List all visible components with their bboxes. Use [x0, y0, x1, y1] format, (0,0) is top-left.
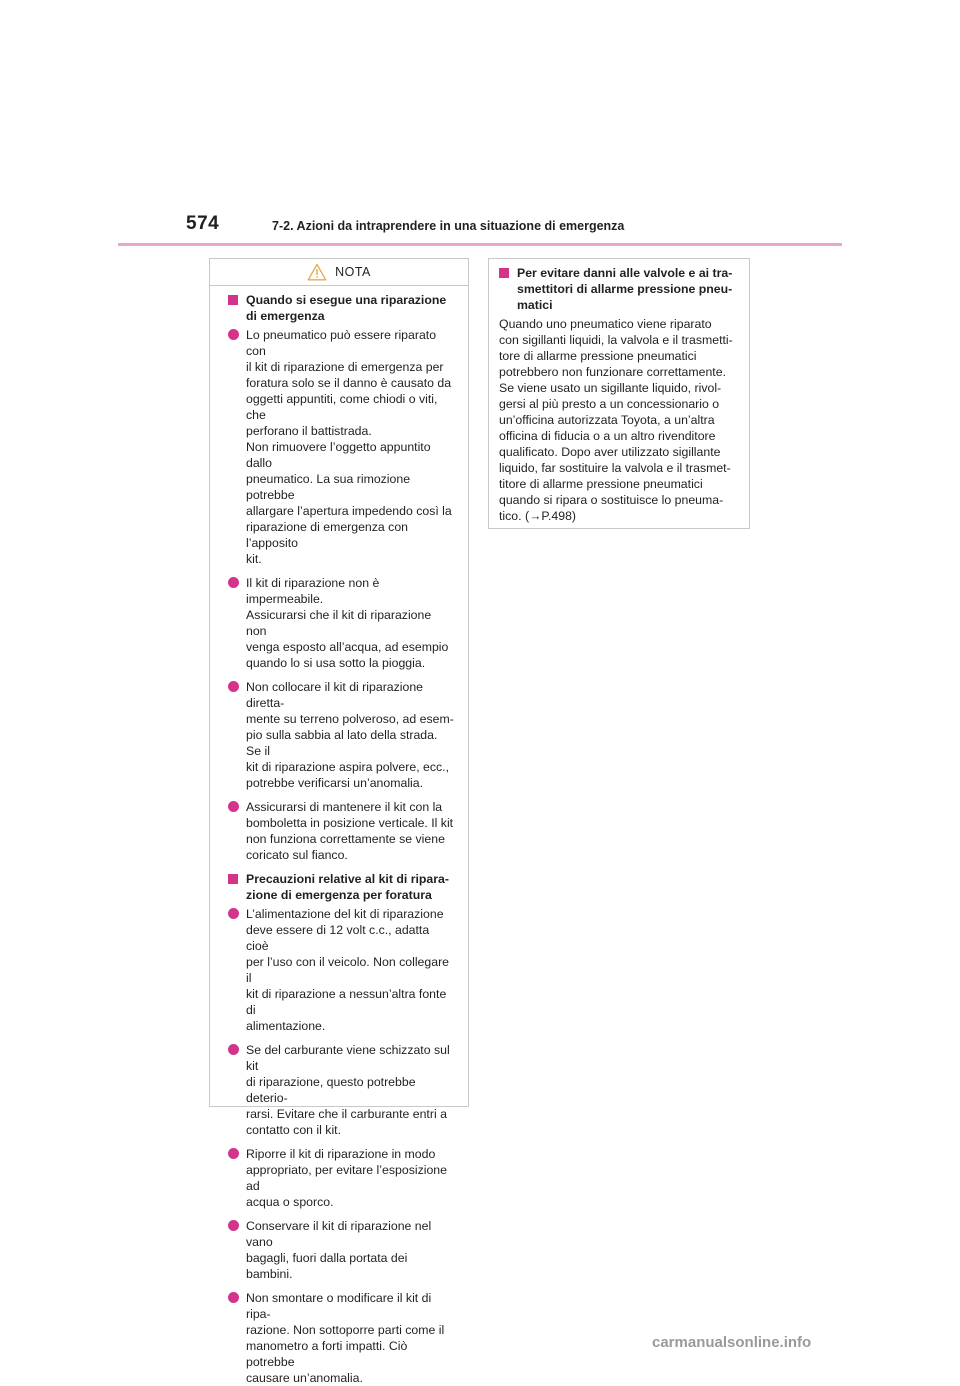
bullet-dot-icon — [228, 908, 239, 919]
section-heading: Quando si esegue una riparazione di emergenza — [228, 292, 454, 324]
page-number: 574 — [186, 213, 220, 234]
bullet-dot-icon — [228, 1148, 239, 1159]
bullet-dot-icon — [228, 1220, 239, 1231]
bullet-item: Conservare il kit di riparazione nel vano bagagli, fuori dalla portata dei bambini. — [228, 1218, 454, 1282]
notice-header — [210, 259, 468, 286]
footer-watermark: carmanualsonline.info — [652, 1334, 812, 1351]
bullet-dot-icon — [228, 681, 239, 692]
notice-label: NOTA — [335, 265, 371, 279]
bullet-dot-icon — [228, 801, 239, 812]
warning-triangle-icon — [307, 263, 327, 281]
bullet-item: Assicurarsi di mantenere il kit con la bomboletta in posizione verticale. Il kit non funziona correttamente se viene coricato sul fianco. — [228, 799, 454, 863]
bullet-dot-icon — [228, 577, 239, 588]
bullet-item: L’alimentazione del kit di riparazione deve essere di 12 volt c.c., adatta cioè per l’uso con il veicolo. Non collegare il kit di riparazione a nessun’altra fonte di alimentazione. — [228, 906, 454, 1034]
bullet-dot-icon — [228, 329, 239, 340]
bullet-dot-icon — [228, 1044, 239, 1055]
info-paragraph: Quando uno pneumatico viene riparato con sigillanti liquidi, la valvola e il trasmetti- tore di allarme pressione pneumatici potrebbero non funzionare correttamente. Se viene usato un sigillante liquido, rivol- gersi al più presto a un concessionario o un’officina autorizzata Toyota, a un’altra officina di fiducia o a un altro rivenditore qualificato. Dopo aver utilizzato sigillante liquido, far sostituire la valvola e il trasmet- titore di allarme pressione pneumatici quando si ripara o sostituisce lo pneuma- tico. (→P.498) — [499, 317, 733, 523]
bullet-item: Riporre il kit di riparazione in modo appropriato, per evitare l’esposizione ad acqua o sporco. — [228, 1146, 454, 1210]
header-rule — [118, 243, 842, 246]
notice-box — [209, 258, 469, 1385]
bullet-dot-icon — [228, 1292, 239, 1303]
bullet-item: Il kit di riparazione non è impermeabile. Assicurarsi che il kit di riparazione non venga esposto all’acqua, ad esempio quando lo si usa sotto la pioggia. — [228, 575, 454, 671]
bullet-item: Se del carburante viene schizzato sul kit di riparazione, questo potrebbe deterio- rarsi. Evitare che il carburante entri a contatto con il kit. — [228, 1042, 454, 1138]
bullet-item: Non collocare il kit di riparazione diretta- mente su terreno polveroso, ad esem- pio sulla sabbia al lato della strada. Se il kit di riparazione aspira polvere, ecc., potrebbe verificarsi un’anomalia. — [228, 679, 454, 791]
section-heading: Per evitare danni alle valvole e ai tra-smettitori di allarme pressione pneu-matici — [499, 265, 737, 313]
section-heading: Precauzioni relative al kit di ripara-zione di emergenza per foratura — [228, 871, 454, 903]
bullet-item: Non smontare o modificare il kit di ripa- razione. Non sottoporre parti come il manometro a forti impatti. Ciò potrebbe causare un’anomalia. — [228, 1290, 454, 1386]
section-title: 7-2. Azioni da intraprendere in una situazione di emergenza — [272, 219, 625, 233]
info-box — [488, 258, 750, 529]
bullet-item: Lo pneumatico può essere riparato con il kit di riparazione di emergenza per foratura solo se il danno è causato da oggetti appuntiti, come chiodi o viti, che perforano il battistrada. Non rimuovere l’oggetto appuntito dallo pneumatico. La sua rimozione potrebbe allargare l’apertura impedendo così la riparazione di emergenza con l’apposito kit. — [228, 327, 454, 567]
